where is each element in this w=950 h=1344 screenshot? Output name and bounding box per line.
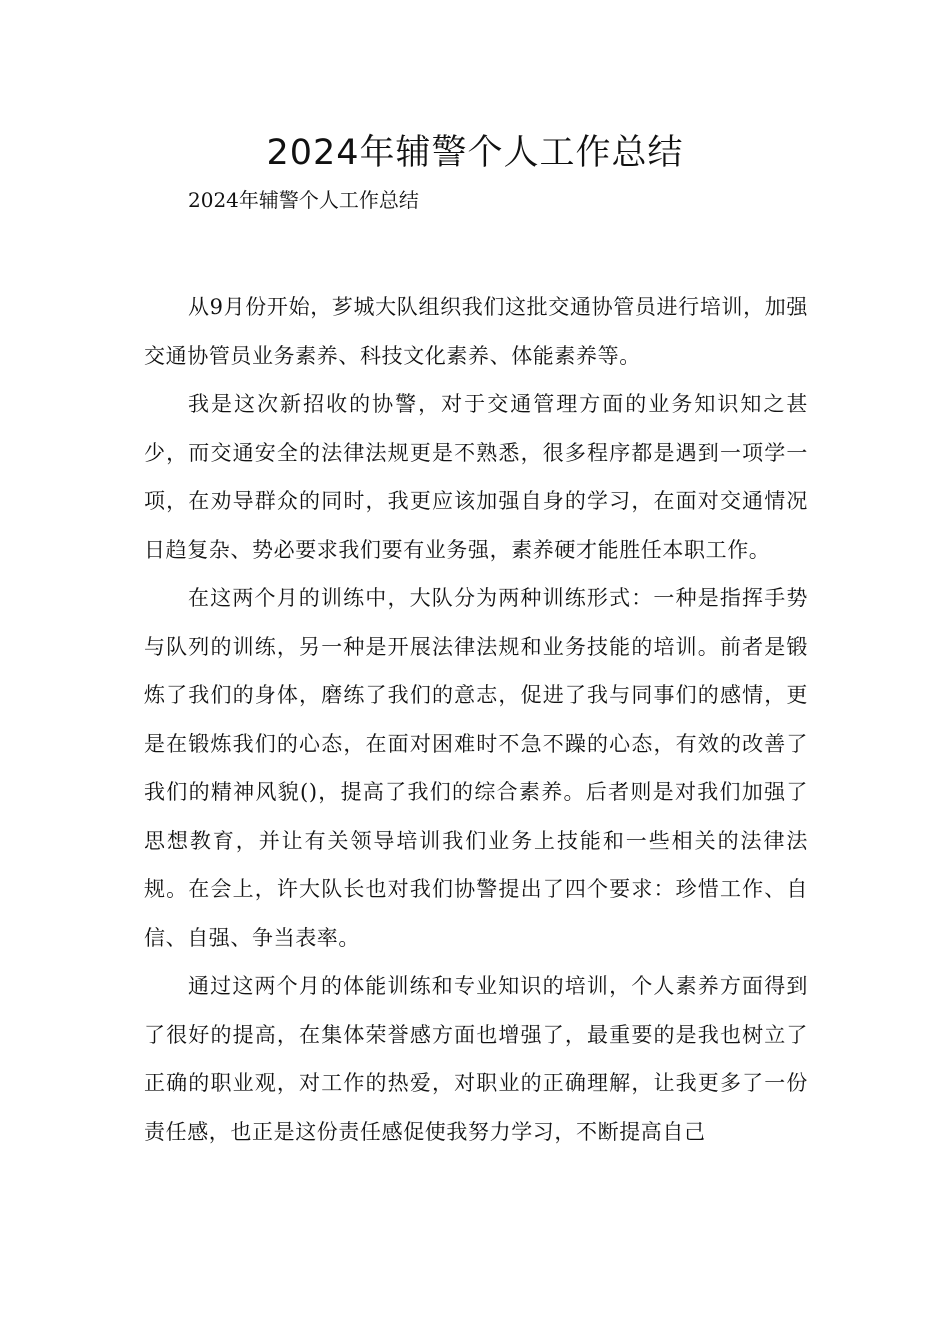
paragraph-1: 从9月份开始，芗城大队组织我们这批交通协管员进行培训，加强交通协管员业务素养、科技文化素养、体能素养等。 [144,295,808,368]
paragraph-3: 在这两个月的训练中，大队分为两种训练形式：一种是指挥手势与队列的训练，另一种是开展法律法规和业务技能的培训。前者是锻炼了我们的身体，磨练了我们的意志，促进了我与同事们的感情，更是在锻炼我们的心态，在面对困难时不急不躁的心态，有效的改善了我们的精神风貌()，提高了我们的综合素养。后者则是对我们加强了思想教育，并让有关领导培训我们业务上技能和一些相关的法律法规。在会上，许大队长也对我们协警提出了四个要求：珍惜工作、自信、自强、争当表率。 [144,586,808,950]
paragraph-4: 通过这两个月的体能训练和专业知识的培训，个人素养方面得到了很好的提高，在集体荣誉感方面也增强了，最重要的是我也树立了正确的职业观，对工作的热爱，对职业的正确理解，让我更多了一份责任感，也正是这份责任感促使我努力学习，不断提高自己 [144,974,808,1144]
document-subtitle: 2024年辅警个人工作总结 [188,188,419,212]
document-body [144,283,808,1156]
document-title: 2024年辅警个人工作总结 [266,133,684,173]
paragraph-2: 我是这次新招收的协警，对于交通管理方面的业务知识知之甚少，而交通安全的法律法规更是不熟悉，很多程序都是遇到一项学一项，在劝导群众的同时，我更应该加强自身的学习，在面对交通情况日趋复杂、势必要求我们要有业务强，素养硬才能胜任本职工作。 [144,392,808,562]
